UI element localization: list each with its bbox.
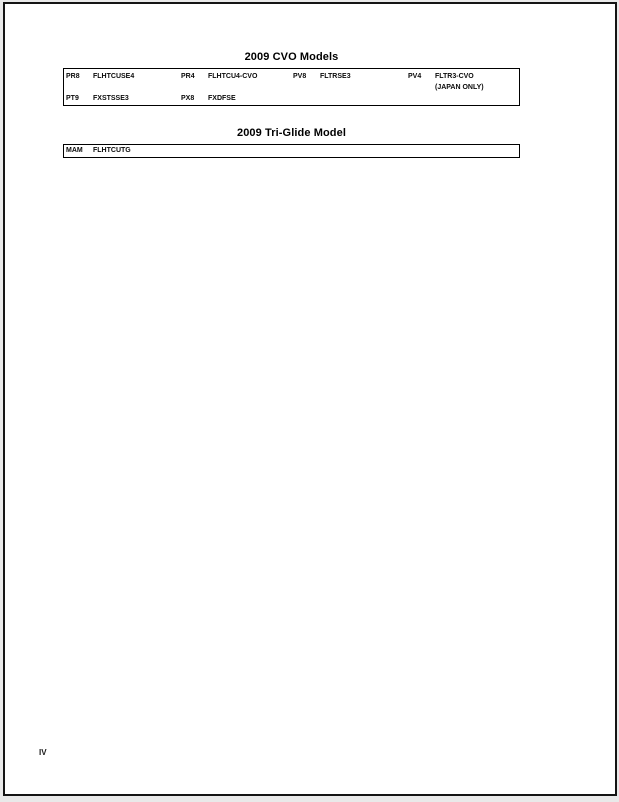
model-code: PR8 bbox=[66, 73, 80, 80]
model-code: PX8 bbox=[181, 95, 195, 102]
page-number: IV bbox=[39, 748, 47, 757]
document-page bbox=[3, 2, 617, 796]
triglide-model-table bbox=[63, 144, 520, 158]
model-name: FLHTCU4-CVO bbox=[208, 73, 258, 80]
model-name: FLTR3-CVO bbox=[435, 73, 474, 80]
model-code: PR4 bbox=[181, 73, 195, 80]
model-name: FLHTCUSE4 bbox=[93, 73, 135, 80]
triglide-section-title: 2009 Tri-Glide Model bbox=[237, 127, 346, 139]
model-note: (JAPAN ONLY) bbox=[435, 84, 484, 91]
model-name: FLHTCUTG bbox=[93, 147, 131, 154]
model-name: FXDFSE bbox=[208, 95, 236, 102]
model-name: FXSTSSE3 bbox=[93, 95, 129, 102]
model-code: PT9 bbox=[66, 95, 79, 102]
model-code: PV8 bbox=[293, 73, 307, 80]
model-code: MAM bbox=[66, 147, 83, 154]
model-name: FLTRSE3 bbox=[320, 73, 351, 80]
cvo-models-table bbox=[63, 68, 520, 106]
cvo-section-title: 2009 CVO Models bbox=[244, 51, 339, 63]
model-code: PV4 bbox=[408, 73, 422, 80]
